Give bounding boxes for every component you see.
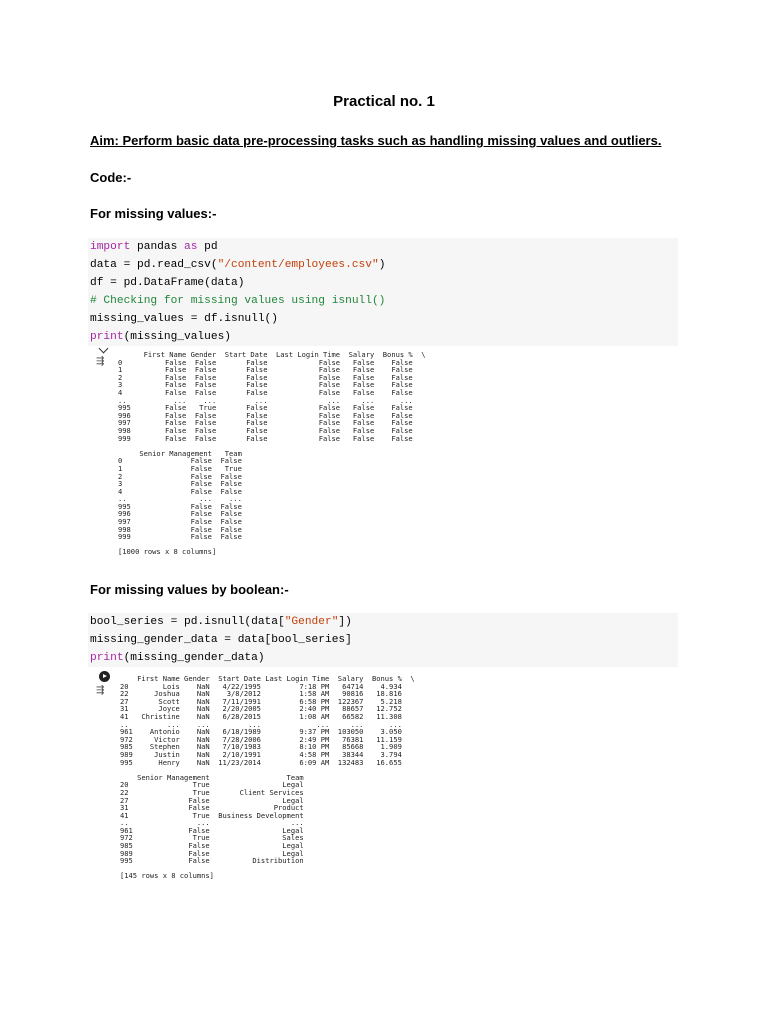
code-token: (missing_values) xyxy=(123,331,231,343)
code-token: "Gender" xyxy=(284,616,339,628)
run-cell-icon[interactable] xyxy=(99,671,110,682)
output-missing-values: First Name Gender Start Date Last Login Time Salary Bonus % \ 0 False False False False False False 1 False False False False False False 2 False False False False False False 3 False False False False False False 4 False False False False False False .. ... ... ... ... ... ... 995 False True False False False False 996 False False False False False False 997 False False False False False False 998 False False False False False False 999 False False False False False False Senior Management Team 0 False False 1 False True 2 False False 3 False False 4 False False .. ... ... 995 False False 996 False False 997 False False 998 False False 999 False False [1000 rows x 8 columns] xyxy=(118,350,426,557)
code-token: bool_series = pd.isnull(data[ xyxy=(90,616,285,628)
code-line xyxy=(90,649,678,667)
code-token: print xyxy=(90,652,124,664)
code-token: as xyxy=(184,241,198,253)
code-token: "/content/employees.csv" xyxy=(217,259,379,271)
code-line xyxy=(90,238,678,256)
code-line xyxy=(90,631,678,649)
output-icon: ⇶ xyxy=(96,685,105,696)
code-token: print xyxy=(90,331,124,343)
output-missing-gender: First Name Gender Start Date Last Login Time Salary Bonus % \ 20 Lois NaN 4/22/1995 7:18 PM 64714 4.934 22 Joshua NaN 3/8/2012 1:58 AM 90816 18.816 27 Scott NaN 7/11/1991 6:58 PM 122367 5.218 31 Joyce NaN 2/20/2005 2:40 PM 88657 12.752 41 Christine NaN 6/28/2015 1:08 AM 66582 11.308 .. ... ... ... ... ... ... 961 Antonio NaN 6/18/1989 9:37 PM 103050 3.050 972 Victor NaN 7/28/2006 2:49 PM 76381 11.159 985 Stephen NaN 7/10/1983 8:10 PM 85668 1.909 989 Justin NaN 2/10/1991 4:58 PM 38344 3.794 995 Henry NaN 11/23/2014 6:09 AM 132483 16.655 Senior Management Team 20 True Legal 22 True Client Services 27 False Legal 31 False Product 41 True Business Development .. ... ... 961 False Legal 972 True Sales 985 False Legal 989 False Legal 995 False Distribution [145 rows x 8 columns] xyxy=(120,674,415,881)
code-line xyxy=(90,256,678,274)
code-cell-boolean[interactable] xyxy=(88,613,678,667)
code-line xyxy=(90,274,678,292)
section1-heading: For missing values:- xyxy=(90,206,217,221)
section2-heading: For missing values by boolean:- xyxy=(90,582,289,597)
page-title: Practical no. 1 xyxy=(333,93,435,110)
aim-statement: Aim: Perform basic data pre-processing tasks such as handling missing values and outliers. xyxy=(90,133,662,148)
code-token: data = pd.read_csv( xyxy=(90,259,218,271)
code-token: # Checking for missing values using isnull() xyxy=(90,295,386,307)
code-token: import xyxy=(90,241,131,253)
code-line xyxy=(90,328,678,346)
code-token: (missing_gender_data) xyxy=(123,652,265,664)
code-line xyxy=(90,292,678,310)
code-token: missing_values = df.isnull() xyxy=(90,313,278,325)
code-line xyxy=(90,613,678,631)
code-token: pandas xyxy=(130,241,185,253)
code-heading: Code:- xyxy=(90,170,132,185)
code-line xyxy=(90,310,678,328)
output-icon: ⇶ xyxy=(96,356,105,367)
code-token: pd xyxy=(197,241,218,253)
code-token: missing_gender_data = data[bool_series] xyxy=(90,634,352,646)
code-token: ]) xyxy=(338,616,352,628)
code-token: df = pd.DataFrame(data) xyxy=(90,277,245,289)
code-token: ) xyxy=(378,259,386,271)
code-cell-missing-values[interactable] xyxy=(88,238,678,346)
